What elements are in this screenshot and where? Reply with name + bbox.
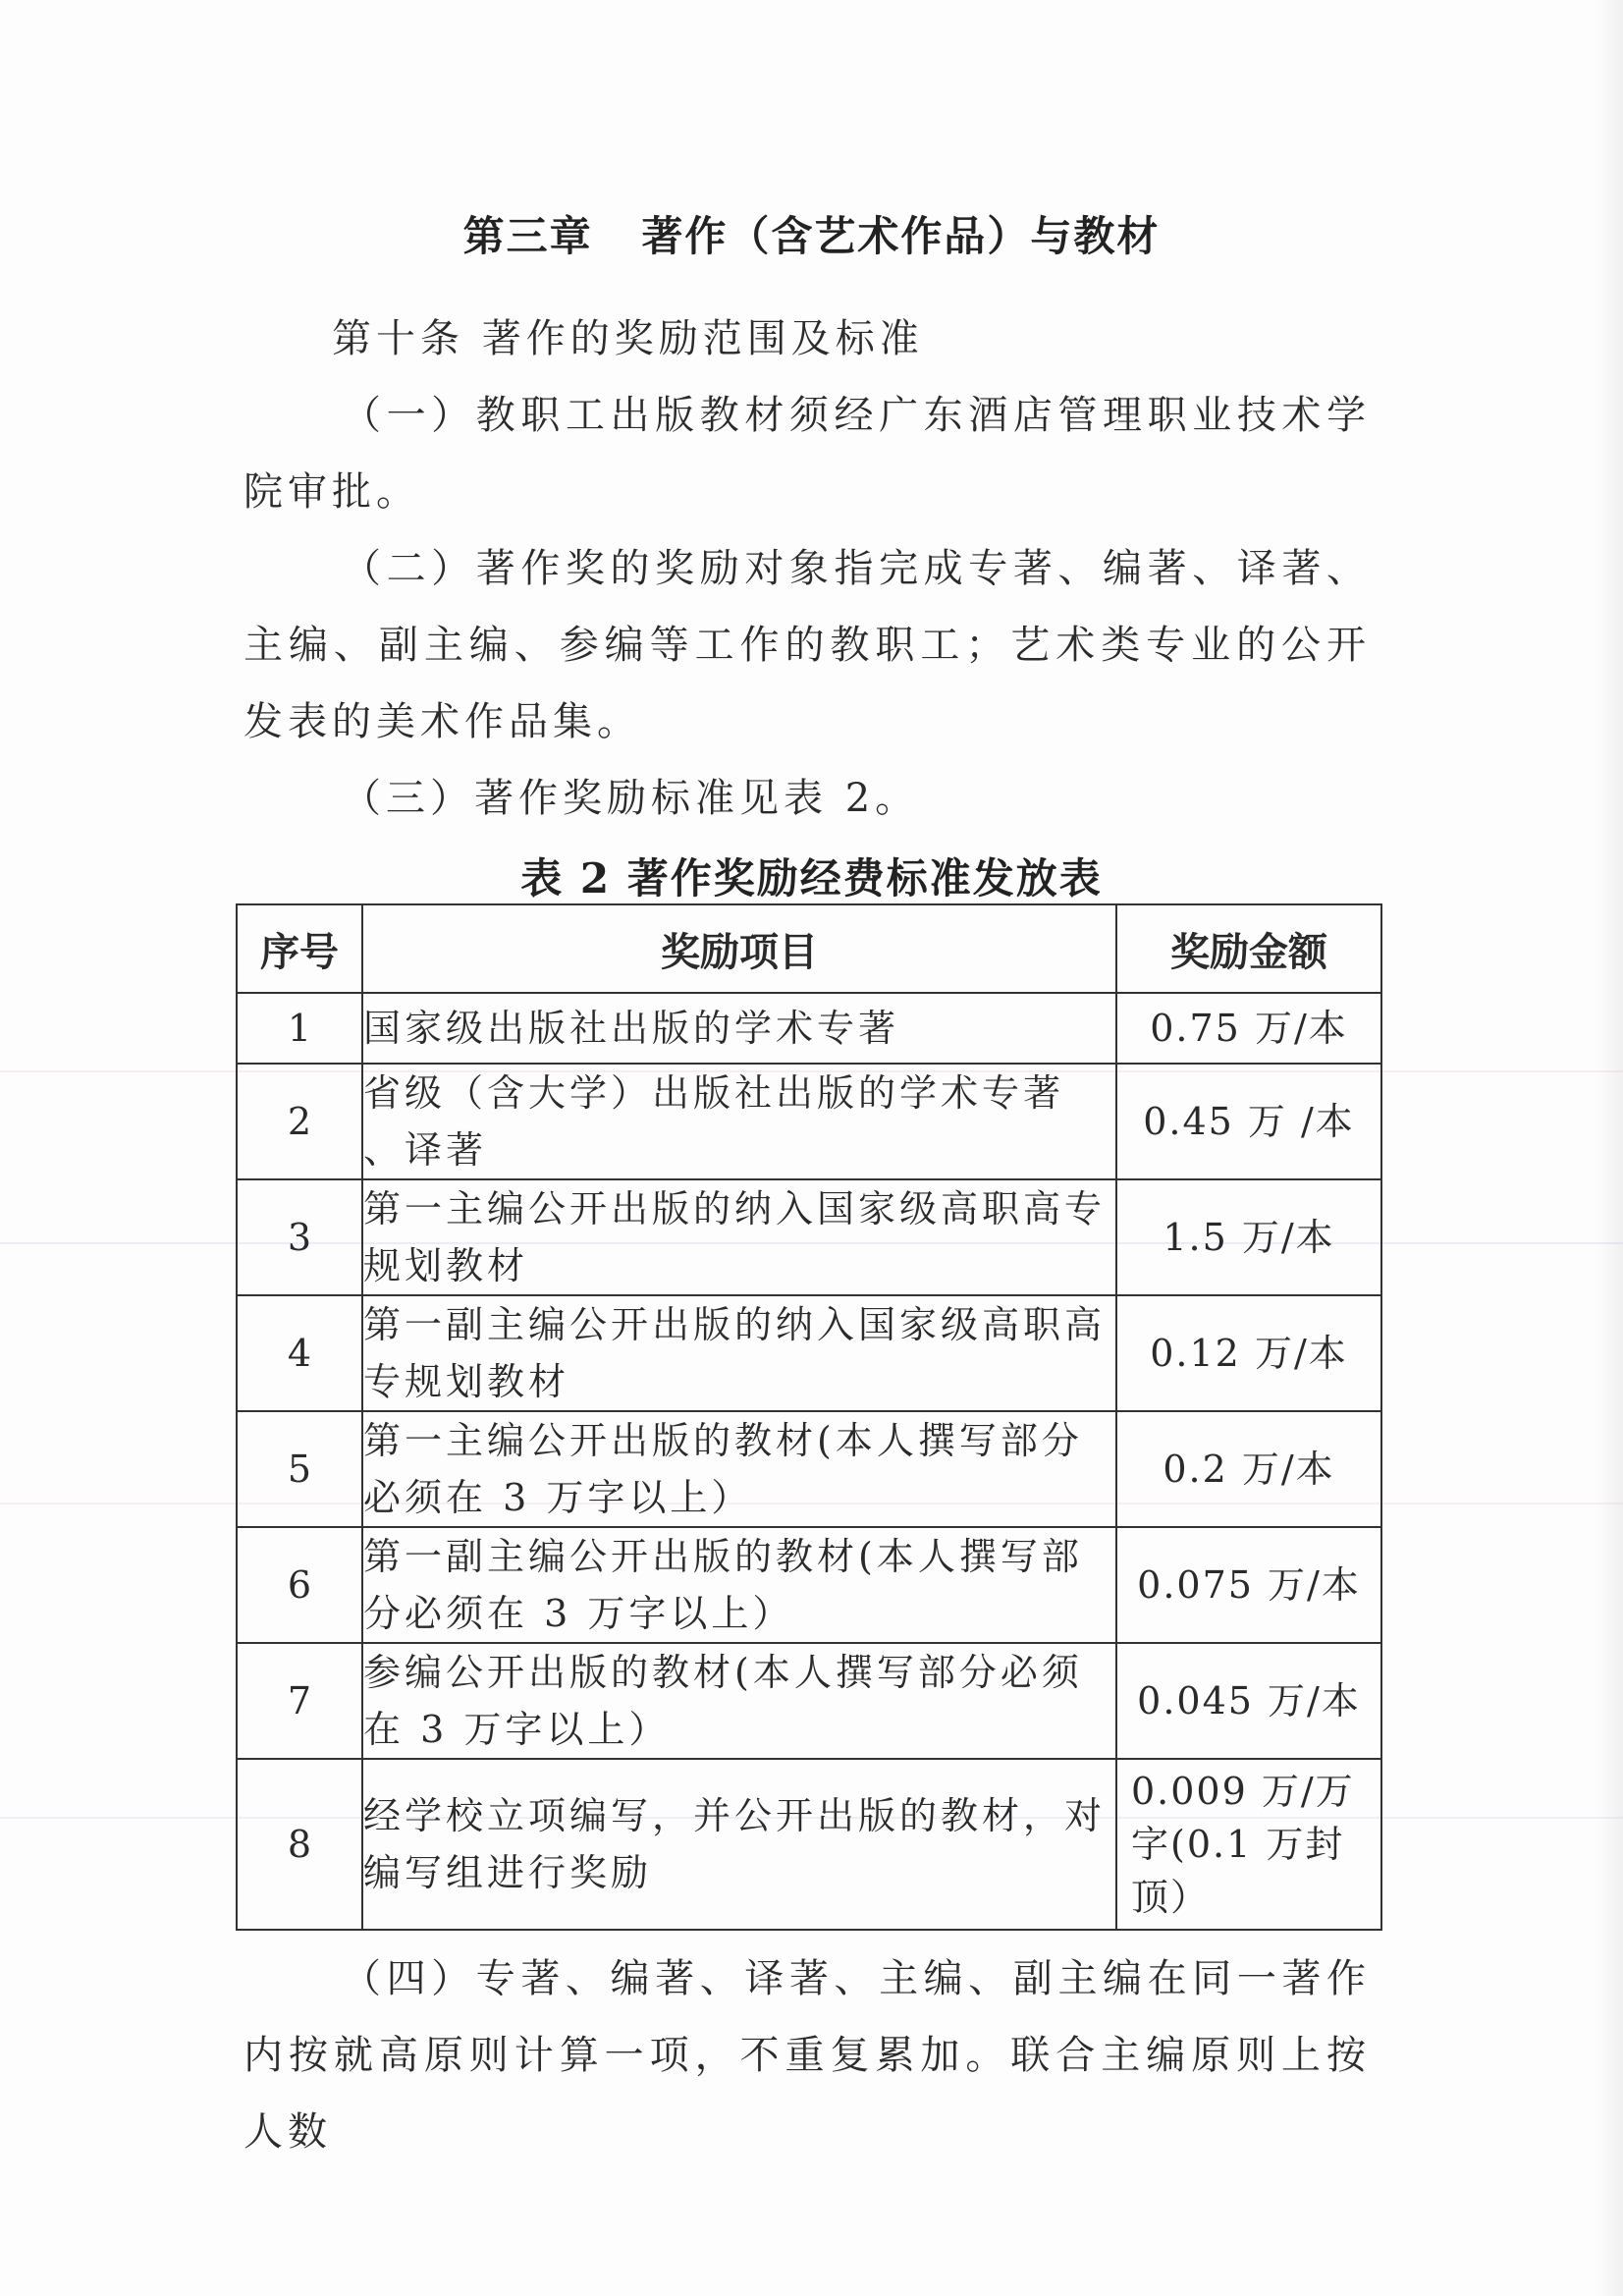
- paragraph-3: （三）著作奖励标准见表 2。: [342, 776, 920, 821]
- row-amount: 0.045 万/本: [1116, 1643, 1381, 1759]
- table-row: [237, 1411, 1381, 1527]
- row-no: 8: [237, 1759, 362, 1930]
- table-title: 表 2 著作奖励经费标准发放表: [520, 854, 1103, 902]
- table-row: [237, 1643, 1381, 1759]
- article-title: 第十条 著作的奖励范围及标准: [332, 316, 924, 361]
- table-header-row: [237, 904, 1381, 993]
- scan-edge: [1596, 0, 1623, 2296]
- row-amount: 0.075 万/本: [1116, 1527, 1381, 1643]
- table-row: [237, 1759, 1381, 1930]
- header-no: 序号: [237, 904, 362, 993]
- row-item: 第一副主编公开出版的教材(本人撰写部分必须在 3 万字以上）: [362, 1527, 1116, 1643]
- table-row: [237, 1064, 1381, 1179]
- row-amount: 1.5 万/本: [1116, 1179, 1381, 1295]
- row-no: 3: [237, 1179, 362, 1295]
- chapter-title: 第三章 著作（含艺术作品）与教材: [462, 212, 1161, 260]
- row-item: 国家级出版社出版的学术专著: [362, 993, 1116, 1064]
- table-row: [237, 993, 1381, 1064]
- paragraph-1: （一）教职工出版教材须经广东酒店管理职业技术学院审批。: [243, 393, 1371, 515]
- row-item: 第一副主编公开出版的纳入国家级高职高专规划教材: [362, 1295, 1116, 1411]
- row-no: 2: [237, 1064, 362, 1179]
- row-no: 7: [237, 1643, 362, 1759]
- row-amount: 0.45 万 /本: [1116, 1064, 1381, 1179]
- row-no: 5: [237, 1411, 362, 1527]
- row-no: 1: [237, 993, 362, 1064]
- header-amount: 奖励金额: [1116, 904, 1381, 993]
- row-amount: 0.75 万/本: [1116, 993, 1381, 1064]
- table-row: [237, 1295, 1381, 1411]
- table-row: [237, 1527, 1381, 1643]
- row-item: 第一主编公开出版的纳入国家级高职高专规划教材: [362, 1179, 1116, 1295]
- row-no: 6: [237, 1527, 362, 1643]
- table-row: [237, 1179, 1381, 1295]
- header-item: 奖励项目: [362, 904, 1116, 993]
- row-amount: 0.009 万/万字(0.1 万封顶）: [1116, 1759, 1381, 1930]
- award-table: [236, 903, 1382, 1931]
- row-no: 4: [237, 1295, 362, 1411]
- row-item: 第一主编公开出版的教材(本人撰写部分必须在 3 万字以上）: [362, 1411, 1116, 1527]
- row-amount: 0.12 万/本: [1116, 1295, 1381, 1411]
- row-item: 经学校立项编写，并公开出版的教材，对编写组进行奖励: [362, 1759, 1116, 1930]
- row-item: 参编公开出版的教材(本人撰写部分必须在 3 万字以上）: [362, 1643, 1116, 1759]
- paragraph-4: （四）专著、编著、译著、主编、副主编在同一著作内按就高原则计算一项，不重复累加。联合主编原则上按人数: [243, 1956, 1371, 2155]
- paragraph-2: （二）著作奖的奖励对象指完成专著、编著、译著、主编、副主编、参编等工作的教职工；艺术类专业的公开发表的美术作品集。: [243, 546, 1371, 744]
- row-item: 省级（含大学）出版社出版的学术专著 、译著: [362, 1064, 1116, 1179]
- row-amount: 0.2 万/本: [1116, 1411, 1381, 1527]
